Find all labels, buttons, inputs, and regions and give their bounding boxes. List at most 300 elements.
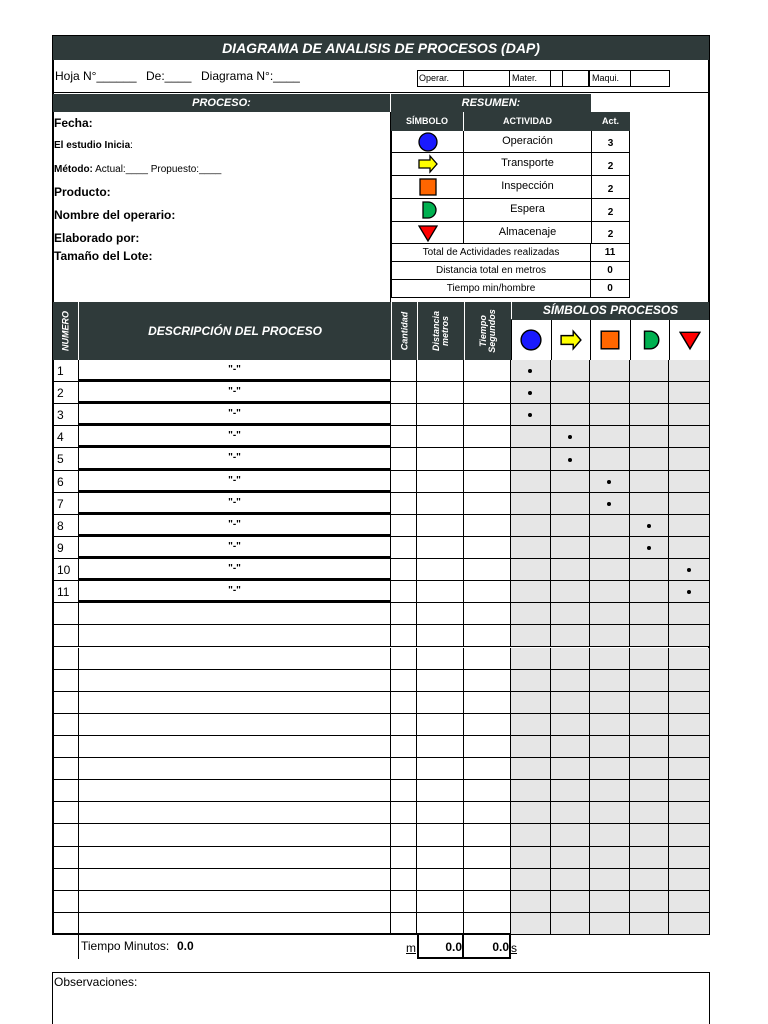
row-symbol-cell[interactable] bbox=[669, 891, 709, 912]
row-distancia[interactable] bbox=[417, 648, 464, 669]
row-symbol-cell[interactable] bbox=[551, 802, 591, 823]
row-symbol-cell[interactable] bbox=[669, 360, 709, 381]
row-distancia[interactable] bbox=[417, 515, 464, 536]
resumen-activity-label: Inspección bbox=[464, 176, 591, 199]
row-description[interactable]: "-" bbox=[79, 515, 391, 536]
row-distancia[interactable] bbox=[417, 581, 464, 602]
simbolos-title: SÍMBOLOS PROCESOS bbox=[511, 302, 709, 319]
row-description[interactable] bbox=[79, 913, 391, 934]
row-symbol-cell[interactable] bbox=[590, 847, 630, 868]
row-description[interactable]: "-" bbox=[79, 426, 391, 447]
maqui-box[interactable] bbox=[589, 70, 670, 87]
table-row bbox=[53, 360, 709, 382]
row-number[interactable] bbox=[53, 780, 79, 801]
row-number[interactable] bbox=[53, 648, 79, 669]
row-symbol-cell[interactable] bbox=[511, 493, 551, 514]
row-cantidad[interactable] bbox=[391, 824, 417, 845]
row-description[interactable] bbox=[79, 802, 391, 823]
row-symbol-cell[interactable] bbox=[630, 692, 670, 713]
row-number[interactable]: 7 bbox=[53, 493, 79, 514]
row-number[interactable]: 2 bbox=[53, 382, 79, 403]
row-tiempo[interactable] bbox=[464, 736, 511, 757]
row-distancia[interactable] bbox=[417, 891, 464, 912]
row-distancia[interactable] bbox=[417, 847, 464, 868]
row-number[interactable]: 9 bbox=[53, 537, 79, 558]
hoja-field[interactable]: Hoja N°______ bbox=[55, 69, 137, 83]
row-cantidad[interactable] bbox=[391, 360, 417, 381]
row-symbol-cell[interactable] bbox=[551, 559, 591, 580]
row-symbol-cell[interactable] bbox=[551, 824, 591, 845]
row-distancia[interactable] bbox=[417, 714, 464, 735]
row-number[interactable] bbox=[53, 758, 79, 779]
row-symbol-cell[interactable] bbox=[630, 913, 670, 934]
row-symbol-cell[interactable] bbox=[590, 448, 630, 469]
row-symbol-cell[interactable] bbox=[669, 581, 709, 602]
lote-label[interactable]: Tamaño del Lote: bbox=[54, 249, 153, 263]
row-symbol-cell[interactable] bbox=[590, 537, 630, 558]
row-distancia[interactable] bbox=[417, 692, 464, 713]
resumen-activity-label: Transporte bbox=[464, 153, 591, 176]
row-number[interactable] bbox=[53, 714, 79, 735]
row-tiempo[interactable] bbox=[464, 913, 511, 934]
row-number[interactable] bbox=[53, 692, 79, 713]
row-symbol-cell[interactable] bbox=[511, 670, 551, 691]
row-tiempo[interactable] bbox=[464, 382, 511, 403]
row-cantidad[interactable] bbox=[391, 913, 417, 934]
row-cantidad[interactable] bbox=[391, 780, 417, 801]
row-symbol-cell[interactable] bbox=[630, 360, 670, 381]
row-description[interactable] bbox=[79, 891, 391, 912]
row-number[interactable] bbox=[53, 736, 79, 757]
row-symbol-cell[interactable] bbox=[590, 493, 630, 514]
row-distancia[interactable] bbox=[417, 448, 464, 469]
row-symbol-cell[interactable] bbox=[511, 692, 551, 713]
table-row bbox=[53, 913, 709, 935]
row-distancia[interactable] bbox=[417, 426, 464, 447]
row-symbol-cell[interactable] bbox=[669, 471, 709, 492]
row-tiempo[interactable] bbox=[464, 471, 511, 492]
row-symbol-cell[interactable] bbox=[511, 515, 551, 536]
row-symbol-cell[interactable] bbox=[551, 780, 591, 801]
observaciones-label: Observaciones: bbox=[54, 975, 138, 989]
observaciones-box[interactable] bbox=[52, 972, 710, 1024]
row-symbol-cell[interactable] bbox=[511, 382, 551, 403]
row-symbol-cell[interactable] bbox=[630, 537, 670, 558]
row-symbol-cell[interactable] bbox=[630, 714, 670, 735]
row-symbol-cell[interactable] bbox=[551, 426, 591, 447]
row-symbol-cell[interactable] bbox=[551, 603, 591, 624]
row-symbol-cell[interactable] bbox=[630, 382, 670, 403]
row-tiempo[interactable] bbox=[464, 802, 511, 823]
row-symbol-cell[interactable] bbox=[669, 537, 709, 558]
row-symbol-cell[interactable] bbox=[511, 603, 551, 624]
row-symbol-cell[interactable] bbox=[590, 559, 630, 580]
row-symbol-cell[interactable] bbox=[669, 692, 709, 713]
row-tiempo[interactable] bbox=[464, 670, 511, 691]
row-symbol-cell[interactable] bbox=[590, 913, 630, 934]
operario-label[interactable]: Nombre del operario: bbox=[54, 208, 176, 222]
activity-marker bbox=[568, 435, 572, 439]
row-tiempo[interactable] bbox=[464, 581, 511, 602]
row-description[interactable] bbox=[79, 603, 391, 624]
row-symbol-cell[interactable] bbox=[669, 648, 709, 669]
row-symbol-cell[interactable] bbox=[511, 714, 551, 735]
diagrama-field[interactable]: Diagrama N°:____ bbox=[201, 69, 300, 83]
row-tiempo[interactable] bbox=[464, 360, 511, 381]
row-number[interactable]: 3 bbox=[53, 404, 79, 425]
row-symbol-cell[interactable] bbox=[590, 360, 630, 381]
row-symbol-cell[interactable] bbox=[551, 847, 591, 868]
row-description[interactable] bbox=[79, 736, 391, 757]
col-tiempo-header bbox=[464, 302, 511, 360]
row-symbol-cell[interactable] bbox=[630, 758, 670, 779]
row-distancia[interactable] bbox=[417, 802, 464, 823]
de-field[interactable]: De:____ bbox=[146, 69, 192, 83]
row-description[interactable] bbox=[79, 824, 391, 845]
row-symbol-cell[interactable] bbox=[630, 670, 670, 691]
row-cantidad[interactable] bbox=[391, 471, 417, 492]
row-description[interactable]: "-" bbox=[79, 382, 391, 403]
row-cantidad[interactable] bbox=[391, 426, 417, 447]
triangle-icon bbox=[679, 329, 701, 351]
row-symbol-cell[interactable] bbox=[551, 537, 591, 558]
row-symbol-cell[interactable] bbox=[511, 471, 551, 492]
row-symbol-cell[interactable] bbox=[630, 448, 670, 469]
row-symbol-cell[interactable] bbox=[590, 603, 630, 624]
row-distancia[interactable] bbox=[417, 869, 464, 890]
row-cantidad[interactable] bbox=[391, 537, 417, 558]
row-symbol-cell[interactable] bbox=[630, 824, 670, 845]
metodo-label[interactable]: Método: Actual:____ Propuesto:____ bbox=[54, 164, 222, 175]
row-symbol-cell[interactable] bbox=[551, 515, 591, 536]
row-symbol-cell[interactable] bbox=[590, 714, 630, 735]
row-symbol-cell[interactable] bbox=[630, 603, 670, 624]
row-description[interactable] bbox=[79, 625, 391, 646]
row-symbol-cell[interactable] bbox=[551, 670, 591, 691]
row-cantidad[interactable] bbox=[391, 515, 417, 536]
row-symbol-cell[interactable] bbox=[511, 404, 551, 425]
row-tiempo[interactable] bbox=[464, 780, 511, 801]
row-tiempo[interactable] bbox=[464, 714, 511, 735]
row-symbol-cell[interactable] bbox=[511, 448, 551, 469]
row-tiempo[interactable] bbox=[464, 692, 511, 713]
row-symbol-cell[interactable] bbox=[551, 625, 591, 646]
row-symbol-cell[interactable] bbox=[630, 847, 670, 868]
circle-icon bbox=[520, 329, 542, 351]
row-tiempo[interactable] bbox=[464, 648, 511, 669]
row-symbol-cell[interactable] bbox=[669, 714, 709, 735]
row-symbol-cell[interactable] bbox=[630, 625, 670, 646]
row-symbol-cell[interactable] bbox=[630, 471, 670, 492]
row-description[interactable]: "-" bbox=[79, 448, 391, 469]
row-symbol-cell[interactable] bbox=[551, 869, 591, 890]
row-symbol-cell[interactable] bbox=[630, 802, 670, 823]
row-cantidad[interactable] bbox=[391, 625, 417, 646]
row-cantidad[interactable] bbox=[391, 869, 417, 890]
row-symbol-cell[interactable] bbox=[511, 913, 551, 934]
row-cantidad[interactable] bbox=[391, 891, 417, 912]
row-symbol-cell[interactable] bbox=[511, 780, 551, 801]
row-symbol-cell[interactable] bbox=[551, 493, 591, 514]
row-symbol-cell[interactable] bbox=[669, 404, 709, 425]
row-cantidad[interactable] bbox=[391, 802, 417, 823]
row-distancia[interactable] bbox=[417, 913, 464, 934]
row-number[interactable]: 8 bbox=[53, 515, 79, 536]
row-cantidad[interactable] bbox=[391, 670, 417, 691]
estudio-label[interactable]: El estudio Inicia: bbox=[54, 140, 133, 151]
row-cantidad[interactable] bbox=[391, 448, 417, 469]
row-distancia[interactable] bbox=[417, 559, 464, 580]
table-row bbox=[53, 471, 709, 493]
row-distancia[interactable] bbox=[417, 493, 464, 514]
row-symbol-cell[interactable] bbox=[669, 869, 709, 890]
row-tiempo[interactable] bbox=[464, 625, 511, 646]
row-symbol-cell[interactable] bbox=[669, 802, 709, 823]
row-symbol-cell[interactable] bbox=[669, 426, 709, 447]
row-tiempo[interactable] bbox=[464, 869, 511, 890]
table-row bbox=[53, 847, 709, 869]
row-number[interactable] bbox=[53, 891, 79, 912]
row-symbol-cell[interactable] bbox=[511, 869, 551, 890]
col-cantidad-header bbox=[391, 302, 417, 360]
row-tiempo[interactable] bbox=[464, 448, 511, 469]
table-row bbox=[53, 714, 709, 736]
row-distancia[interactable] bbox=[417, 603, 464, 624]
row-symbol-cell[interactable] bbox=[551, 758, 591, 779]
row-number[interactable]: 1 bbox=[53, 360, 79, 381]
row-symbol-cell[interactable] bbox=[669, 493, 709, 514]
row-symbol-cell[interactable] bbox=[590, 625, 630, 646]
row-tiempo[interactable] bbox=[464, 824, 511, 845]
row-cantidad[interactable] bbox=[391, 648, 417, 669]
row-distancia[interactable] bbox=[417, 824, 464, 845]
row-description[interactable]: "-" bbox=[79, 493, 391, 514]
row-number[interactable]: 5 bbox=[53, 448, 79, 469]
row-symbol-cell[interactable] bbox=[551, 360, 591, 381]
row-number[interactable] bbox=[53, 802, 79, 823]
row-cantidad[interactable] bbox=[391, 493, 417, 514]
row-symbol-cell[interactable] bbox=[630, 581, 670, 602]
row-symbol-cell[interactable] bbox=[551, 448, 591, 469]
row-symbol-cell[interactable] bbox=[590, 758, 630, 779]
row-number[interactable]: 4 bbox=[53, 426, 79, 447]
row-symbol-cell[interactable] bbox=[590, 670, 630, 691]
row-cantidad[interactable] bbox=[391, 581, 417, 602]
row-symbol-cell[interactable] bbox=[669, 515, 709, 536]
row-symbol-cell[interactable] bbox=[511, 802, 551, 823]
row-symbol-cell[interactable] bbox=[511, 559, 551, 580]
col-numero-header bbox=[53, 302, 79, 360]
row-symbol-cell[interactable] bbox=[630, 426, 670, 447]
row-description[interactable] bbox=[79, 758, 391, 779]
row-symbol-cell[interactable] bbox=[630, 736, 670, 757]
row-description[interactable] bbox=[79, 847, 391, 868]
row-distancia[interactable] bbox=[417, 670, 464, 691]
row-symbol-cell[interactable] bbox=[551, 648, 591, 669]
row-symbol-cell[interactable] bbox=[511, 824, 551, 845]
row-description[interactable] bbox=[79, 648, 391, 669]
table-body bbox=[53, 360, 709, 935]
row-symbol-cell[interactable] bbox=[551, 736, 591, 757]
row-cantidad[interactable] bbox=[391, 603, 417, 624]
row-tiempo[interactable] bbox=[464, 603, 511, 624]
resumen-activity-count: 3 bbox=[591, 131, 630, 153]
row-symbol-cell[interactable] bbox=[669, 603, 709, 624]
row-number[interactable] bbox=[53, 824, 79, 845]
row-symbol-cell[interactable] bbox=[551, 471, 591, 492]
row-symbol-cell[interactable] bbox=[551, 913, 591, 934]
row-number[interactable]: 10 bbox=[53, 559, 79, 580]
row-cantidad[interactable] bbox=[391, 714, 417, 735]
row-description[interactable] bbox=[79, 869, 391, 890]
row-symbol-cell[interactable] bbox=[590, 404, 630, 425]
row-symbol-cell[interactable] bbox=[590, 471, 630, 492]
row-distancia[interactable] bbox=[417, 404, 464, 425]
row-symbol-cell[interactable] bbox=[590, 824, 630, 845]
row-symbol-cell[interactable] bbox=[590, 869, 630, 890]
elaborado-label[interactable]: Elaborado por: bbox=[54, 231, 140, 245]
row-symbol-cell[interactable] bbox=[669, 913, 709, 934]
row-symbol-cell[interactable] bbox=[590, 515, 630, 536]
row-symbol-cell[interactable] bbox=[511, 648, 551, 669]
row-description[interactable]: "-" bbox=[79, 360, 391, 381]
row-description[interactable]: "-" bbox=[79, 537, 391, 558]
row-number[interactable] bbox=[53, 603, 79, 624]
row-distancia[interactable] bbox=[417, 758, 464, 779]
row-symbol-cell[interactable] bbox=[511, 758, 551, 779]
row-symbol-cell[interactable] bbox=[511, 360, 551, 381]
row-number[interactable] bbox=[53, 847, 79, 868]
row-symbol-cell[interactable] bbox=[630, 648, 670, 669]
row-distancia[interactable] bbox=[417, 360, 464, 381]
row-cantidad[interactable] bbox=[391, 847, 417, 868]
row-tiempo[interactable] bbox=[464, 426, 511, 447]
row-symbol-cell[interactable] bbox=[669, 824, 709, 845]
row-distancia[interactable] bbox=[417, 736, 464, 757]
symbol-header-cell bbox=[670, 320, 710, 360]
row-symbol-cell[interactable] bbox=[669, 847, 709, 868]
row-tiempo[interactable] bbox=[464, 847, 511, 868]
row-distancia[interactable] bbox=[417, 537, 464, 558]
row-symbol-cell[interactable] bbox=[511, 736, 551, 757]
row-number[interactable]: 11 bbox=[53, 581, 79, 602]
row-symbol-cell[interactable] bbox=[511, 537, 551, 558]
row-symbol-cell[interactable] bbox=[630, 404, 670, 425]
row-symbol-cell[interactable] bbox=[630, 891, 670, 912]
row-tiempo[interactable] bbox=[464, 537, 511, 558]
row-symbol-cell[interactable] bbox=[590, 891, 630, 912]
row-symbol-cell[interactable] bbox=[511, 625, 551, 646]
row-distancia[interactable] bbox=[417, 780, 464, 801]
proceso-panel bbox=[53, 112, 391, 302]
row-symbol-cell[interactable] bbox=[669, 625, 709, 646]
row-description[interactable] bbox=[79, 714, 391, 735]
row-symbol-cell[interactable] bbox=[669, 448, 709, 469]
row-symbol-cell[interactable] bbox=[630, 869, 670, 890]
activity-marker bbox=[568, 458, 572, 462]
mater-box[interactable] bbox=[509, 70, 589, 87]
row-number[interactable] bbox=[53, 625, 79, 646]
col-cantidad-label: Cantidad bbox=[399, 311, 409, 351]
row-tiempo[interactable] bbox=[464, 493, 511, 514]
row-symbol-cell[interactable] bbox=[630, 559, 670, 580]
row-tiempo[interactable] bbox=[464, 404, 511, 425]
row-symbol-cell[interactable] bbox=[669, 758, 709, 779]
row-symbol-cell[interactable] bbox=[511, 581, 551, 602]
row-symbol-cell[interactable] bbox=[630, 780, 670, 801]
row-symbol-cell[interactable] bbox=[590, 692, 630, 713]
row-description[interactable]: "-" bbox=[79, 404, 391, 425]
row-description[interactable]: "-" bbox=[79, 581, 391, 602]
row-symbol-cell[interactable] bbox=[590, 736, 630, 757]
row-cantidad[interactable] bbox=[391, 559, 417, 580]
row-symbol-cell[interactable] bbox=[551, 382, 591, 403]
row-tiempo[interactable] bbox=[464, 758, 511, 779]
circle-icon bbox=[418, 132, 438, 152]
row-cantidad[interactable] bbox=[391, 692, 417, 713]
row-cantidad[interactable] bbox=[391, 404, 417, 425]
row-tiempo[interactable] bbox=[464, 891, 511, 912]
row-symbol-cell[interactable] bbox=[669, 559, 709, 580]
row-symbol-cell[interactable] bbox=[551, 581, 591, 602]
row-symbol-cell[interactable] bbox=[669, 670, 709, 691]
row-number[interactable] bbox=[53, 670, 79, 691]
row-symbol-cell[interactable] bbox=[551, 714, 591, 735]
fecha-label[interactable]: Fecha: bbox=[54, 116, 93, 130]
row-cantidad[interactable] bbox=[391, 382, 417, 403]
row-symbol-cell[interactable] bbox=[630, 515, 670, 536]
row-number[interactable] bbox=[53, 913, 79, 934]
row-symbol-cell[interactable] bbox=[630, 493, 670, 514]
row-symbol-cell[interactable] bbox=[590, 780, 630, 801]
row-distancia[interactable] bbox=[417, 471, 464, 492]
row-description[interactable] bbox=[79, 780, 391, 801]
row-symbol-cell[interactable] bbox=[590, 581, 630, 602]
row-symbol-cell[interactable] bbox=[669, 780, 709, 801]
producto-label[interactable]: Producto: bbox=[54, 185, 111, 199]
row-symbol-cell[interactable] bbox=[511, 891, 551, 912]
row-description[interactable]: "-" bbox=[79, 559, 391, 580]
proceso-title: PROCESO: bbox=[53, 94, 390, 112]
row-symbol-cell[interactable] bbox=[551, 692, 591, 713]
row-symbol-cell[interactable] bbox=[590, 382, 630, 403]
table-row bbox=[53, 404, 709, 426]
row-symbol-cell[interactable] bbox=[590, 648, 630, 669]
row-tiempo[interactable] bbox=[464, 515, 511, 536]
row-description[interactable] bbox=[79, 692, 391, 713]
row-number[interactable]: 6 bbox=[53, 471, 79, 492]
row-symbol-cell[interactable] bbox=[590, 426, 630, 447]
row-cantidad[interactable] bbox=[391, 758, 417, 779]
row-description[interactable]: "-" bbox=[79, 471, 391, 492]
row-distancia[interactable] bbox=[417, 382, 464, 403]
row-cantidad[interactable] bbox=[391, 736, 417, 757]
symbol-header-cell bbox=[552, 320, 592, 360]
row-symbol-cell[interactable] bbox=[551, 404, 591, 425]
form-title: DIAGRAMA DE ANALISIS DE PROCESOS (DAP) bbox=[53, 36, 709, 60]
row-description[interactable] bbox=[79, 670, 391, 691]
row-symbol-cell[interactable] bbox=[551, 891, 591, 912]
row-symbol-cell[interactable] bbox=[669, 736, 709, 757]
row-number[interactable] bbox=[53, 869, 79, 890]
row-tiempo[interactable] bbox=[464, 559, 511, 580]
row-symbol-cell[interactable] bbox=[511, 426, 551, 447]
row-symbol-cell[interactable] bbox=[511, 847, 551, 868]
row-symbol-cell[interactable] bbox=[590, 802, 630, 823]
row-symbol-cell[interactable] bbox=[669, 382, 709, 403]
row-distancia[interactable] bbox=[417, 625, 464, 646]
table-row bbox=[53, 515, 709, 537]
